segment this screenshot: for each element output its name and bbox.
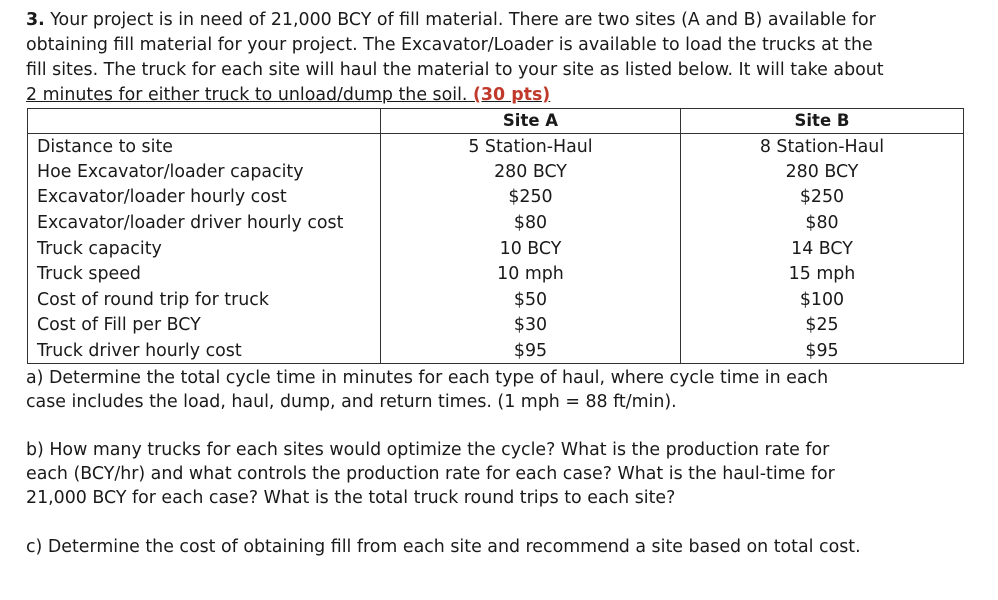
- row-label: Truck speed: [28, 261, 381, 287]
- site-a-value: 5 Station-Haul: [381, 134, 681, 160]
- site-b-value: $95: [681, 338, 964, 364]
- table-row: [28, 236, 964, 262]
- question-c-line-1: c) Determine the cost of obtaining fill from each site and recommend a site based on total cost.: [26, 537, 861, 558]
- row-label: Truck driver hourly cost: [28, 338, 381, 364]
- question-a-line-2: case includes the load, haul, dump, and return times. (1 mph = 88 ft/min).: [26, 392, 677, 413]
- intro-line-3: fill sites. The truck for each site will haul the material to your site as listed below. It will take about: [26, 60, 884, 80]
- question-b-line-2: each (BCY/hr) and what controls the production rate for each case? What is the haul-time for: [26, 464, 835, 485]
- row-label: Cost of Fill per BCY: [28, 313, 381, 339]
- site-a-value: $30: [381, 313, 681, 339]
- row-label: Excavator/loader driver hourly cost: [28, 210, 381, 236]
- row-label: Distance to site: [28, 134, 381, 160]
- question-c: [26, 535, 976, 559]
- site-a-value: $95: [381, 338, 681, 364]
- site-b-value: $80: [681, 210, 964, 236]
- header-blank: [28, 109, 381, 134]
- site-b-value: 14 BCY: [681, 236, 964, 262]
- table-row: [28, 185, 964, 211]
- intro-line-4: [26, 85, 550, 105]
- intro-line-1: Your project is in need of 21,000 BCY of fill material. There are two sites (A and B) available for: [50, 10, 876, 30]
- table-row: [28, 313, 964, 339]
- table-body: [28, 134, 964, 364]
- site-b-value: 8 Station-Haul: [681, 134, 964, 160]
- table-row: [28, 210, 964, 236]
- site-b-value: $250: [681, 185, 964, 211]
- site-b-value: $100: [681, 287, 964, 313]
- intro-line-4-text: 2 minutes for either truck to unload/dump the soil.: [26, 85, 468, 105]
- question-a: [26, 366, 976, 414]
- row-label: Cost of round trip for truck: [28, 287, 381, 313]
- row-label: Excavator/loader hourly cost: [28, 185, 381, 211]
- intro-line-2: obtaining fill material for your project. The Excavator/Loader is available to load the trucks at the: [26, 35, 873, 55]
- problem-page: [26, 8, 976, 559]
- table-row: [28, 287, 964, 313]
- row-label: Hoe Excavator/loader capacity: [28, 159, 381, 185]
- site-a-value: $50: [381, 287, 681, 313]
- site-a-value: $80: [381, 210, 681, 236]
- table-row: [28, 261, 964, 287]
- site-b-value: $25: [681, 313, 964, 339]
- site-a-value: $250: [381, 185, 681, 211]
- row-label: Truck capacity: [28, 236, 381, 262]
- site-a-value: 10 BCY: [381, 236, 681, 262]
- site-comparison-table: [27, 108, 964, 364]
- question-b-line-1: b) How many trucks for each sites would optimize the cycle? What is the production rate for: [26, 440, 830, 461]
- question-b-line-3: 21,000 BCY for each case? What is the total truck round trips to each site?: [26, 488, 676, 509]
- site-a-value: 10 mph: [381, 261, 681, 287]
- site-b-value: 280 BCY: [681, 159, 964, 185]
- problem-number: 3.: [26, 10, 45, 30]
- header-site-a: Site A: [381, 109, 681, 134]
- header-site-b: Site B: [681, 109, 964, 134]
- table-header-row: [28, 109, 964, 134]
- site-b-value: 15 mph: [681, 261, 964, 287]
- problem-intro: [26, 8, 976, 108]
- table-row: [28, 338, 964, 364]
- site-a-value: 280 BCY: [381, 159, 681, 185]
- question-a-line-1: a) Determine the total cycle time in minutes for each type of haul, where cycle time in each: [26, 368, 829, 389]
- points-label: (30 pts): [472, 85, 551, 105]
- question-b: [26, 438, 976, 510]
- table-row: [28, 134, 964, 160]
- table-row: [28, 159, 964, 185]
